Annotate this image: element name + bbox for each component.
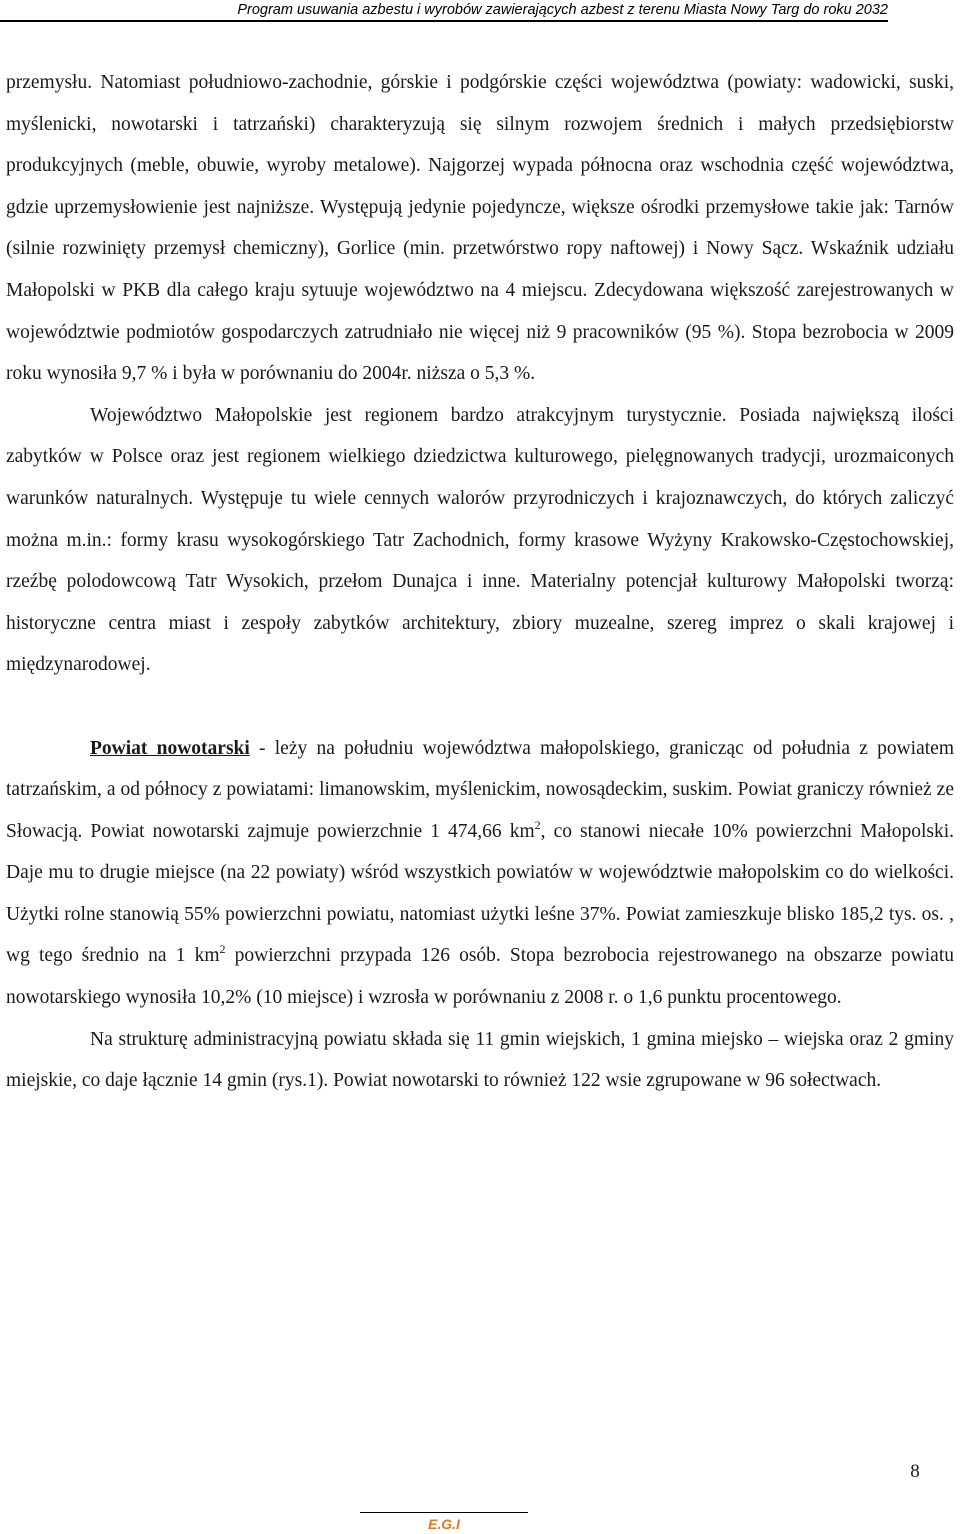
superscript-squared: 2 — [219, 942, 226, 957]
running-header: Program usuwania azbestu i wyrobów zawierających azbest z terenu Miasta Nowy Targ do roku 2032 — [237, 2, 888, 18]
paragraph-powiat-text-a: - leży na południu województwa małopolskiego, granicząc od południa z powiatem tatrzańskim, a od północy z powiatami: limanowskim, myślenickim, nowosądeckim, suskim. Powiat graniczy również ze Słowacją. Powiat nowotarski zajmuje powierzchnie 1 474,66 km — [6, 737, 954, 842]
superscript-squared: 2 — [534, 817, 541, 832]
header-rule — [0, 20, 888, 22]
paragraph-powiat — [6, 728, 954, 1019]
section-term-powiat-nowotarski: Powiat nowotarski — [90, 737, 250, 759]
page-number: 8 — [910, 1461, 920, 1482]
body-text — [6, 62, 954, 1102]
paragraph-industry: przemysłu. Natomiast południowo-zachodnie, górskie i podgórskie części województwa (powiaty: wadowicki, suski, myślenicki, nowotarski i tatrzański) charakteryzują się silnym rozwojem średnich i małych przedsiębiorstw produkcyjnych (meble, obuwie, wyroby metalowe). Najgorzej wypada północna oraz wschodnia część województwa, gdzie uprzemysłowienie jest najniższe. Występują jedynie pojedyncze, większe ośrodki przemysłowe takie jak: Tarnów (silnie rozwinięty przemysł chemiczny), Gorlice (min. przetwórstwo ropy naftowej) i Nowy Sącz. Wskaźnik udziału Małopolski w PKB dla całego kraju sytuuje województwo na 4 miejscu. Zdecydowana większość zarejestrowanych w województwie podmiotów gospodarczych zatrudniało nie więcej niż 9 pracowników (95 %). Stopa bezrobocia w 2009 roku wynosiła 9,7 % i była w porównaniu do 2004r. niższa o 5,3 %. — [6, 72, 954, 385]
paragraph-administration: Na strukturę administracyjną powiatu składa się 11 gmin wiejskich, 1 gmina miejsko – wiejska oraz 2 gminy miejskie, co daje łącznie 14 gmin (rys.1). Powiat nowotarski to również 122 wsie zgrupowane w 96 sołectwach. — [6, 1028, 954, 1092]
paragraph-powiat-text-c: powierzchni przypada 126 osób. Stopa bezrobocia rejestrowanego na obszarze powiatu nowotarskiego wynosiła 10,2% (10 miejsce) i wzrosła w porównaniu z 2008 r. o 1,6 punktu procentowego. — [6, 945, 955, 1009]
paragraph-tourism: Województwo Małopolskie jest regionem bardzo atrakcyjnym turystycznie. Posiada największą ilości zabytków w Polsce oraz jest regionem wielkiego dziedzictwa kulturowego, pielęgnowanych tradycji, urozmaiconych warunków naturalnych. Występuje tu wiele cennych walorów przyrodniczych i krajoznawczych, do których zaliczyć można m.in.: formy krasu wysokogórskiego Tatr Zachodnich, formy krasowe Wyżyny Krakowsko-Częstochowskiej, rzeźbę polodowcową Tatr Wysokich, przełom Dunajca i inne. Materialny potencjał kulturowy Małopolski tworzą: historyczne centra miast i zespoły zabytków architektury, zbiory muzealne, szereg imprez o skali krajowej i międzynarodowej. — [6, 404, 954, 676]
paragraph-powiat-text-b: , co stanowi niecałe 10% powierzchni Małopolski. Daje mu to drugie miejsce (na 22 powiaty) wśród wszystkich powiatów w województwie małopolskim co do wielkości. Użytki rolne stanowią 55% powierzchni powiatu, natomiast użytki leśne 37%. Powiat zamieszkuje blisko 185,2 tys. os. , wg tego średnio na 1 km — [6, 820, 955, 967]
footer-rule — [360, 1512, 528, 1513]
footer-brand-logo: E.G.I — [428, 1516, 460, 1532]
